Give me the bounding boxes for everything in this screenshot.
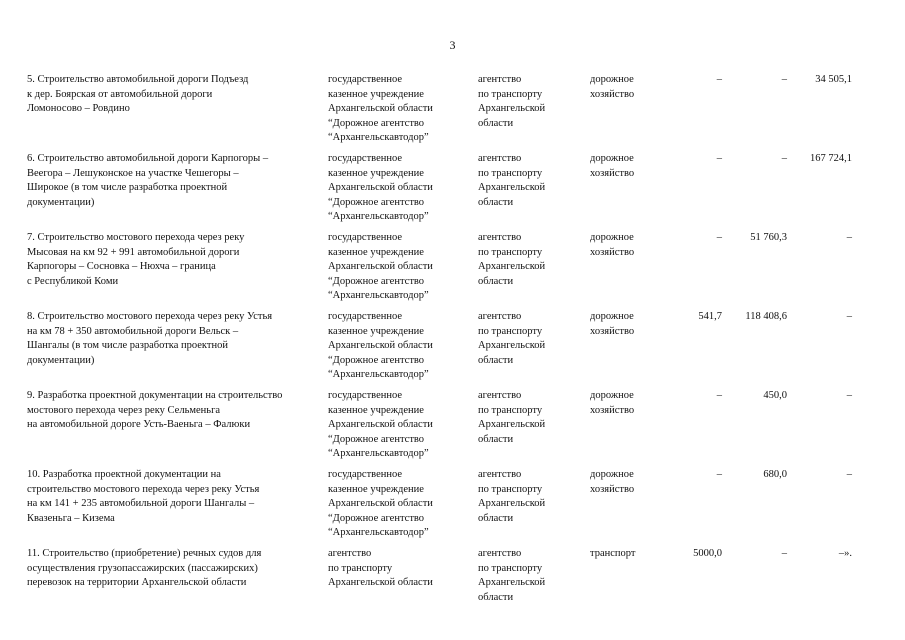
amount-3: – bbox=[846, 232, 852, 243]
amount-1: – bbox=[716, 232, 722, 243]
amount-2: – bbox=[781, 153, 787, 164]
list-item bbox=[0, 310, 905, 390]
sector: дорожное хозяйство bbox=[590, 311, 635, 337]
project-title: 7. Строительство мостового перехода через реку Мысовая на км 92 + 991 автомобильной дороги Карпогоры – Сосновка – Нюхча – граница с Республикой Коми bbox=[27, 232, 245, 287]
project-title: 10. Разработка проектной документации на строительство мостового перехода через реку Устья на км 141 + 235 автомобильной дороги Шангалы – Квазеньга – Кизема bbox=[27, 469, 260, 524]
amount-1: – bbox=[716, 390, 722, 401]
executor: государственное казенное учреждение Архангельской области “Дорожное агентство “Архангельскавтодор” bbox=[328, 311, 433, 381]
responsible-agency: агентство по транспорту Архангельской области bbox=[478, 469, 546, 524]
list-item bbox=[0, 547, 905, 627]
project-title: 11. Строительство (приобретение) речных судов для осуществления грузопассажирских (пассажирских) перевозок на территории Архангельской области bbox=[27, 548, 262, 589]
amount-2: – bbox=[781, 74, 787, 85]
project-title: 6. Строительство автомобильной дороги Карпогоры – Веегора – Лешуконское на участке Чешегоры – Широкое (в том числе разработка проектной документации) bbox=[27, 153, 269, 208]
responsible-agency: агентство по транспорту Архангельской области bbox=[478, 311, 546, 366]
project-title: 5. Строительство автомобильной дороги Подъезд к дер. Боярская от автомобильной дороги Ломоносово – Ровдино bbox=[27, 74, 249, 115]
amount-2: 118 408,6 bbox=[745, 311, 787, 322]
responsible-agency: агентство по транспорту Архангельской области bbox=[478, 548, 546, 603]
responsible-agency: агентство по транспорту Архангельской области bbox=[478, 232, 546, 287]
amount-1: 5000,0 bbox=[693, 548, 722, 559]
sector: дорожное хозяйство bbox=[590, 74, 635, 100]
amount-3: – bbox=[846, 469, 852, 480]
amount-3: – bbox=[846, 311, 852, 322]
responsible-agency: агентство по транспорту Архангельской области bbox=[478, 390, 546, 445]
list-item bbox=[0, 73, 905, 153]
amount-3: –». bbox=[838, 548, 852, 559]
amount-1: 541,7 bbox=[698, 311, 722, 322]
responsible-agency: агентство по транспорту Архангельской области bbox=[478, 153, 546, 208]
list-item bbox=[0, 152, 905, 232]
amount-3: 34 505,1 bbox=[815, 74, 852, 85]
responsible-agency: агентство по транспорту Архангельской области bbox=[478, 74, 546, 129]
sector: дорожное хозяйство bbox=[590, 390, 635, 416]
sector: дорожное хозяйство bbox=[590, 232, 635, 258]
amount-2: 51 760,3 bbox=[750, 232, 787, 243]
executor: государственное казенное учреждение Архангельской области “Дорожное агентство “Архангельскавтодор” bbox=[328, 469, 433, 539]
executor: государственное казенное учреждение Архангельской области “Дорожное агентство “Архангельскавтодор” bbox=[328, 390, 433, 460]
executor: государственное казенное учреждение Архангельской области “Дорожное агентство “Архангельскавтодор” bbox=[328, 74, 433, 144]
sector: дорожное хозяйство bbox=[590, 153, 635, 179]
sector: дорожное хозяйство bbox=[590, 469, 635, 495]
list-item bbox=[0, 468, 905, 548]
executor: государственное казенное учреждение Архангельской области “Дорожное агентство “Архангельскавтодор” bbox=[328, 153, 433, 223]
project-title: 8. Строительство мостового перехода через реку Устья на км 78 + 350 автомобильной дороги Вельск – Шангалы (в том числе разработка проектной документации) bbox=[27, 311, 273, 366]
list-item bbox=[0, 389, 905, 469]
list-item bbox=[0, 231, 905, 311]
project-title: 9. Разработка проектной документации на строительство мостового перехода через реку Сельменьга на автомобильной дороге Усть-Ваеньга – Фалюки bbox=[27, 390, 283, 431]
amount-3: 167 724,1 bbox=[810, 153, 852, 164]
amount-1: – bbox=[716, 153, 722, 164]
executor: государственное казенное учреждение Архангельской области “Дорожное агентство “Архангельскавтодор” bbox=[328, 232, 433, 302]
amount-3: – bbox=[846, 390, 852, 401]
sector: транспорт bbox=[590, 548, 636, 559]
amount-2: 680,0 bbox=[763, 469, 787, 480]
amount-1: – bbox=[716, 469, 722, 480]
amount-2: – bbox=[781, 548, 787, 559]
executor: агентство по транспорту Архангельской области bbox=[328, 548, 433, 589]
amount-1: – bbox=[716, 74, 722, 85]
page-number: 3 bbox=[449, 38, 456, 52]
amount-2: 450,0 bbox=[763, 390, 787, 401]
